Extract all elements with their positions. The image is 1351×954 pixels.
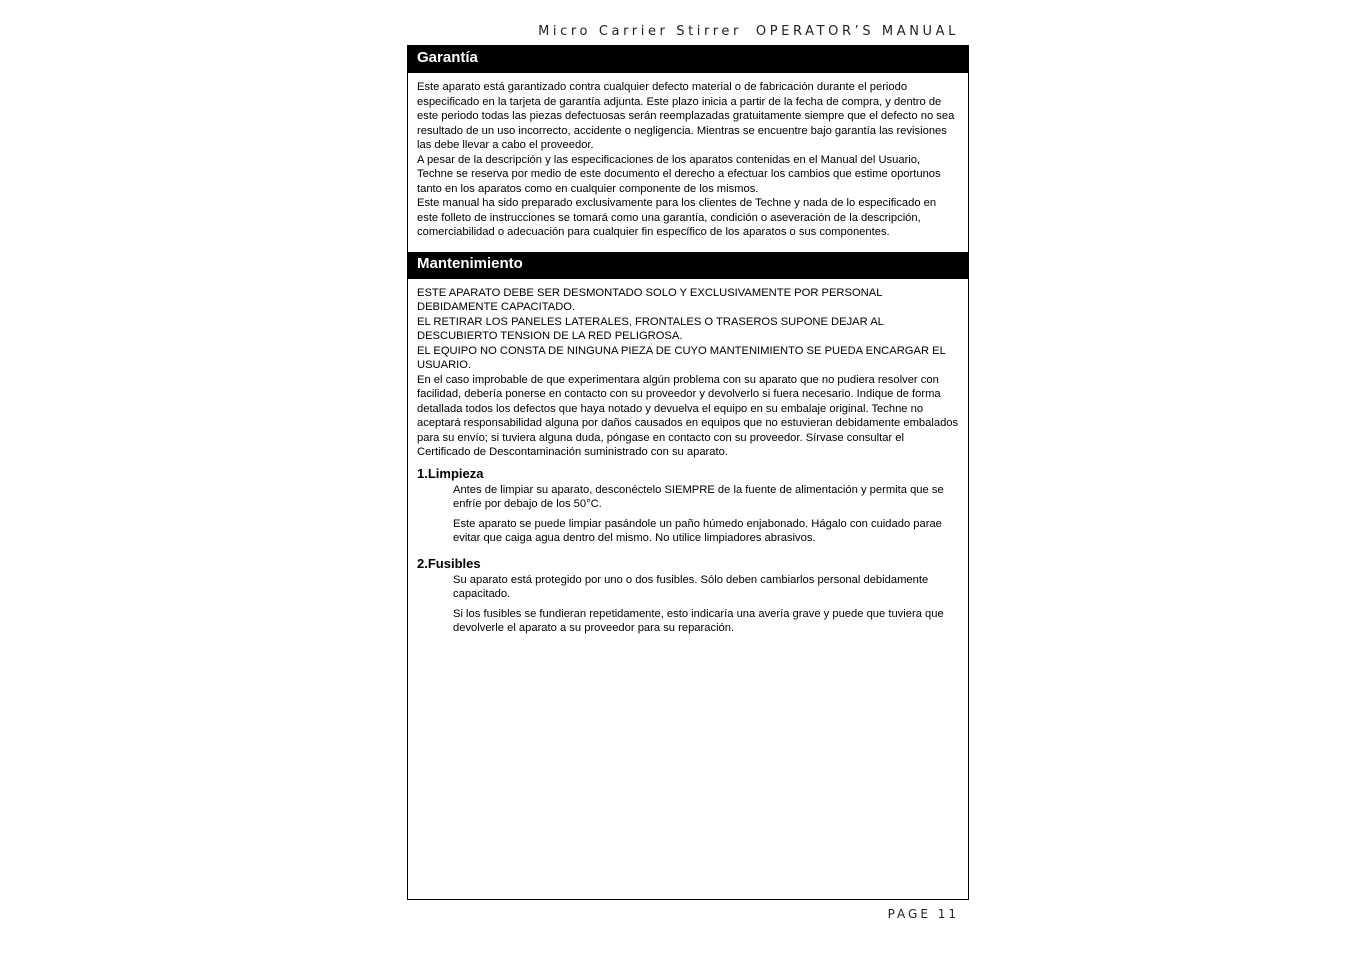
cleaning-body <box>417 483 959 546</box>
maintenance-body <box>408 279 968 653</box>
maintenance-warning: EL RETIRAR LOS PANELES LATERALES, FRONTALES O TRASEROS SUPONE DEJAR AL DESCUBIERTO TENSION DE LA RED PELIGROSA. <box>417 315 884 342</box>
maintenance-warning: EL EQUIPO NO CONSTA DE NINGUNA PIEZA DE CUYO MANTENIMIENTO SE PUEDA ENCARGAR EL USUARIO. <box>417 344 946 371</box>
maintenance-warning: ESTE APARATO DEBE SER DESMONTADO SOLO Y EXCLUSIVAMENTE POR PERSONAL DEBIDAMENTE CAPACITADO. <box>417 286 883 313</box>
page-frame <box>407 45 969 900</box>
maintenance-heading: Mantenimiento <box>408 252 968 279</box>
fuses-paragraph: Su aparato está protegido por uno o dos fusibles. Sólo deben cambiarlos personal debidamente capacitado. <box>453 573 929 600</box>
warranty-paragraph: A pesar de la descripción y las especificaciones de los aparatos contenidas en el Manual del Usuario, Techne se reserva por medio de este documento el derecho a efectuar los cambios que estime oportunos tanto en los aparatos como en cualquier componente de los mismos. <box>417 153 941 195</box>
warranty-heading: Garantía <box>408 46 968 73</box>
cleaning-paragraph: Este aparato se puede limpiar pasándole un paño húmedo enjabonado. Hágalo con cuidado parae evitar que caiga agua dentro del mismo. No utilice limpiadores abrasivos. <box>453 517 942 544</box>
page-number: PAGE 11 <box>887 907 959 921</box>
warranty-paragraph: Este manual ha sido preparado exclusivamente para los clientes de Techne y nada de lo especificado en este folleto de instrucciones se tomará como una garantía, condición o aseveración de la descripción, comerciabilidad o adecuación para cualquier fin específico de los aparatos o sus componentes. <box>417 197 937 238</box>
header-product: Micro Carrier Stirrer <box>538 24 742 39</box>
fuses-body <box>417 573 959 636</box>
warranty-body <box>408 73 968 252</box>
running-header <box>538 24 959 39</box>
cleaning-heading: 1.Limpieza <box>417 465 484 481</box>
cleaning-paragraph: Antes de limpiar su aparato, desconéctelo SIEMPRE de la fuente de alimentación y permita que se enfríe por debajo de los 50°C. <box>453 483 944 510</box>
fuses-paragraph: Si los fusibles se fundieran repetidamente, esto indicaría una avería grave y puede que tuviera que devolverle el aparato a su proveedor para su reparación. <box>453 607 944 634</box>
header-manual: OPERATOR’S MANUAL <box>755 24 959 39</box>
fuses-heading: 2.Fusibles <box>417 555 481 571</box>
warranty-paragraph: Este aparato está garantizado contra cualquier defecto material o de fabricación durante el periodo especificado en la tarjeta de garantía adjunta. Este plazo inicia a partir de la fecha de compra, y dentro de este periodo todas las piezas defectuosas serán reemplazadas gratuitamente siempre que el defecto no sea resultado de un uso incorrecto, accidente o negligencia. Mientras se encuentre bajo garantía las revisiones las debe llevar a cabo el proveedor. <box>417 81 955 151</box>
maintenance-paragraph: En el caso improbable de que experimentara algún problema con su aparato que no pudiera resolver con facilidad, debería ponerse en contacto con su proveedor y devolverlo si fuera necesario. Indique de forma detallada todos los defectos que haya notado y devuelva el equipo en su embalaje original. Techne no aceptará responsabilidad alguna por daños causados en equipos que no estuvieran debidamente embalados para su envío; si tuviera alguna duda, póngase en contacto con su proveedor. Sírvase consultar el Certificado de Descontaminación suministrado con su aparato. <box>417 373 959 458</box>
